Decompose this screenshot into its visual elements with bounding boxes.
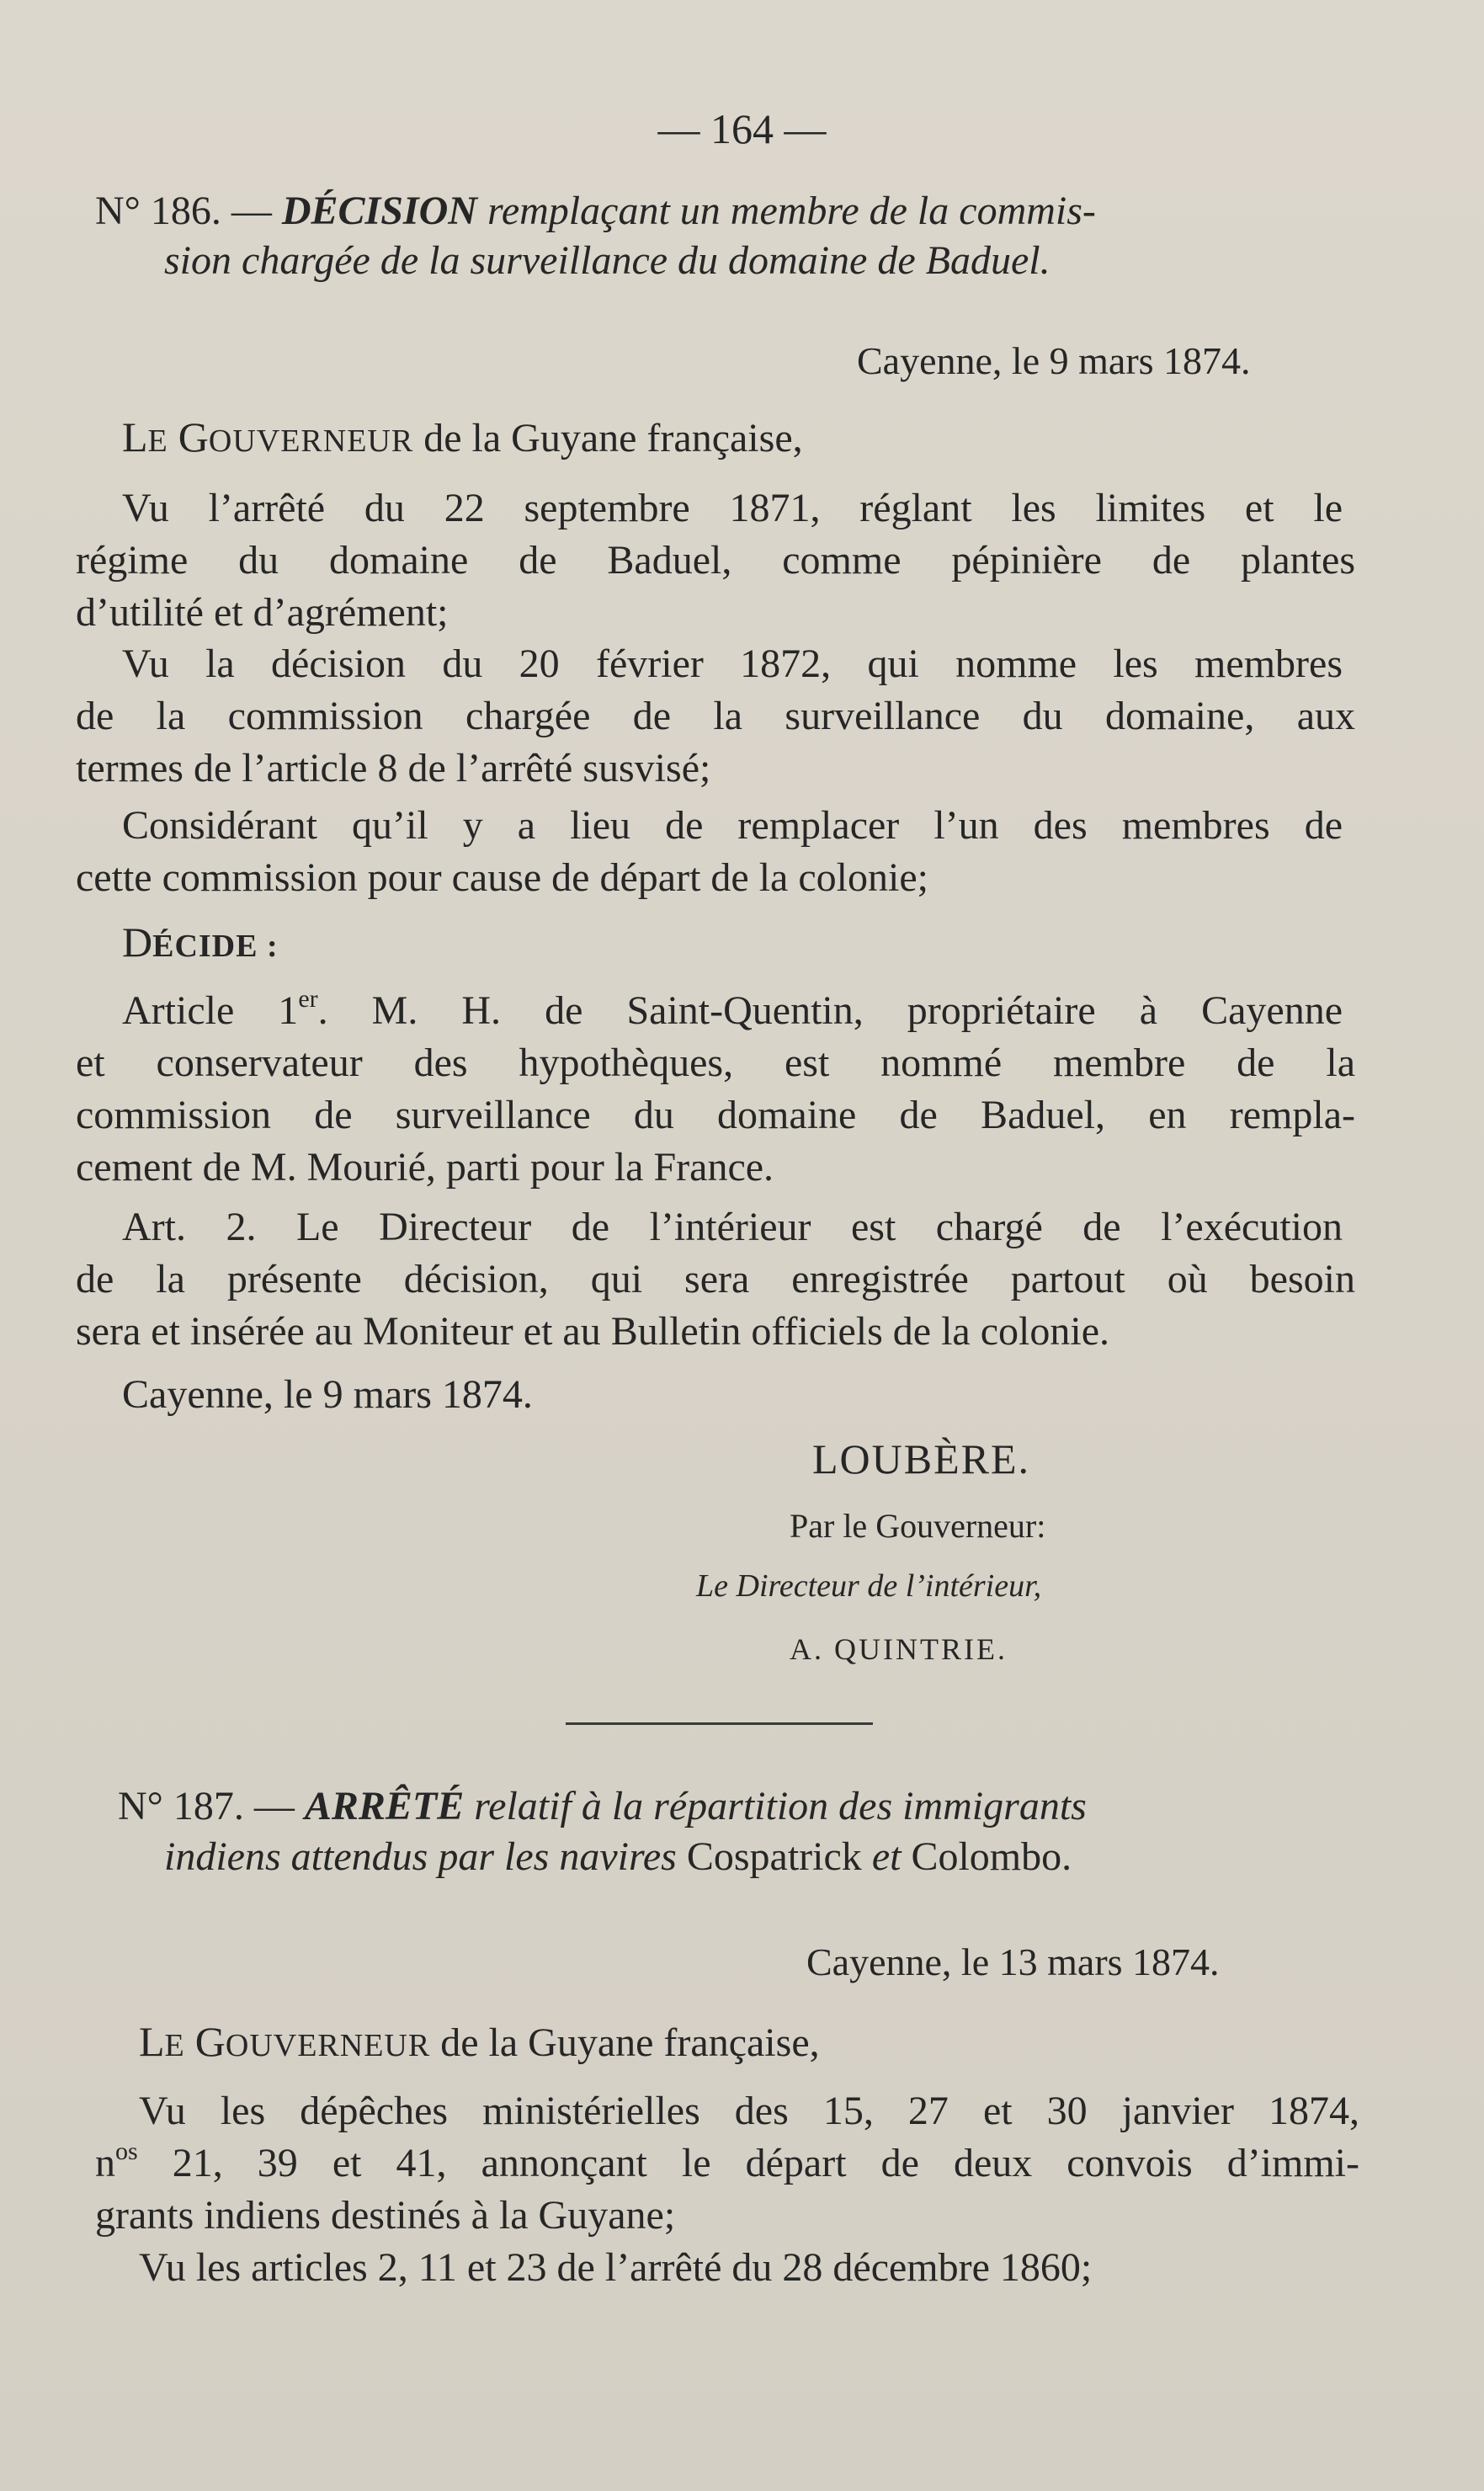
arrete-187-vu1-line3: grants indiens destinés à la Guyane;: [95, 2193, 676, 2238]
decision-186-date: Cayenne, le 9 mars 1874.: [857, 339, 1251, 382]
ship-name-2: Colombo.: [911, 1834, 1072, 1879]
decision-186-vu1-line3: d’utilité et d’agrément;: [76, 590, 449, 635]
arrete-187-heading-line2: indiens attendus par les navires Cospatrick et Colombo.: [164, 1834, 1072, 1879]
decision-186-vu2-line3: termes de l’article 8 de l’arrêté susvisé;: [76, 746, 711, 790]
arrete-187-date: Cayenne, le 13 mars 1874.: [806, 1940, 1220, 1983]
decision-186-article2-line3: sera et insérée au Moniteur et au Bulletin officiels de la colonie.: [76, 1309, 1110, 1354]
decision-186-article2-line2: de la présente décision, qui sera enregistrée partout où besoin: [76, 1257, 1355, 1301]
decision-186-countersign: A. QUINTRIE.: [790, 1632, 1008, 1666]
arrete-187-title-rest: relatif à la répartition des immigrants: [474, 1784, 1087, 1828]
decision-186-par-le-gouverneur: Par le Gouverneur:: [790, 1507, 1046, 1545]
decision-186-governor: LE GOUVERNEUR de la Guyane française,: [122, 413, 803, 460]
decision-186-vu1-line1: Vu l’arrêté du 22 septembre 1871, réglant les limites et le: [122, 486, 1343, 530]
arrete-187-governor: LE GOUVERNEUR de la Guyane française,: [139, 2018, 820, 2065]
decision-186-considerant-line1: Considérant qu’il y a lieu de remplacer l’un des membres de: [122, 803, 1343, 848]
decision-186-article2-line1: Art. 2. Le Directeur de l’intérieur est chargé de l’exécution: [122, 1205, 1343, 1249]
decision-186-article1-line2: et conservateur des hypothèques, est nommé membre de la: [76, 1041, 1355, 1085]
decision-186-vu2-line2: de la commission chargée de la surveillance du domaine, aux: [76, 694, 1355, 738]
page-number: — 164 —: [657, 105, 827, 152]
decision-186-article1-line3: commission de surveillance du domaine de Baduel, en rempla-: [76, 1093, 1355, 1137]
arrete-187-heading-line1: [118, 1782, 1397, 1831]
decision-186-heading-line1: [95, 187, 1375, 236]
arrete-187-kind: ARRÊTÉ: [304, 1784, 465, 1828]
decision-186-article1-line1: Article 1er. M. H. de Saint-Quentin, propriétaire à Cayenne: [122, 985, 1343, 1033]
decision-186-article1-line4: cement de M. Mourié, parti pour la France.: [76, 1145, 774, 1190]
decision-186-vu2-line1: Vu la décision du 20 février 1872, qui nomme les membres: [122, 641, 1343, 686]
decision-186-closing-date: Cayenne, le 9 mars 1874.: [122, 1372, 533, 1417]
arrete-187-number: N° 187. —: [118, 1784, 295, 1828]
decision-186-number: N° 186. —: [95, 189, 272, 233]
arrete-187-vu1-line1: Vu les dépêches ministérielles des 15, 27 et 30 janvier 1874,: [139, 2089, 1359, 2133]
decision-186-decide: DÉCIDE :: [122, 918, 279, 966]
decision-186-directeur: Le Directeur de l’intérieur,: [696, 1568, 1042, 1604]
arrete-187-vu1-line2: $n^{os}$ 21, 39 et 41, annonçant le départ de deux convois d’immi-: [95, 2137, 1359, 2185]
decision-186-heading-line2: sion chargée de la surveillance du domaine de Baduel.: [164, 238, 1051, 283]
decision-186-kind: DÉCISION: [281, 189, 477, 233]
arrete-187-vu2-line1: Vu les articles 2, 11 et 23 de l’arrêté du 28 décembre 1860;: [139, 2245, 1093, 2290]
decision-186-signature: LOUBÈRE.: [812, 1435, 1031, 1482]
ship-name-1: Cospatrick: [686, 1834, 862, 1879]
section-divider: [566, 1722, 873, 1725]
decision-186-considerant-line2: cette commission pour cause de départ de la colonie;: [76, 855, 928, 900]
decision-186-title-rest: remplaçant un membre de la commis-: [487, 189, 1096, 233]
decision-186-vu1-line2: régime du domaine de Baduel, comme pépinière de plantes: [76, 538, 1355, 583]
